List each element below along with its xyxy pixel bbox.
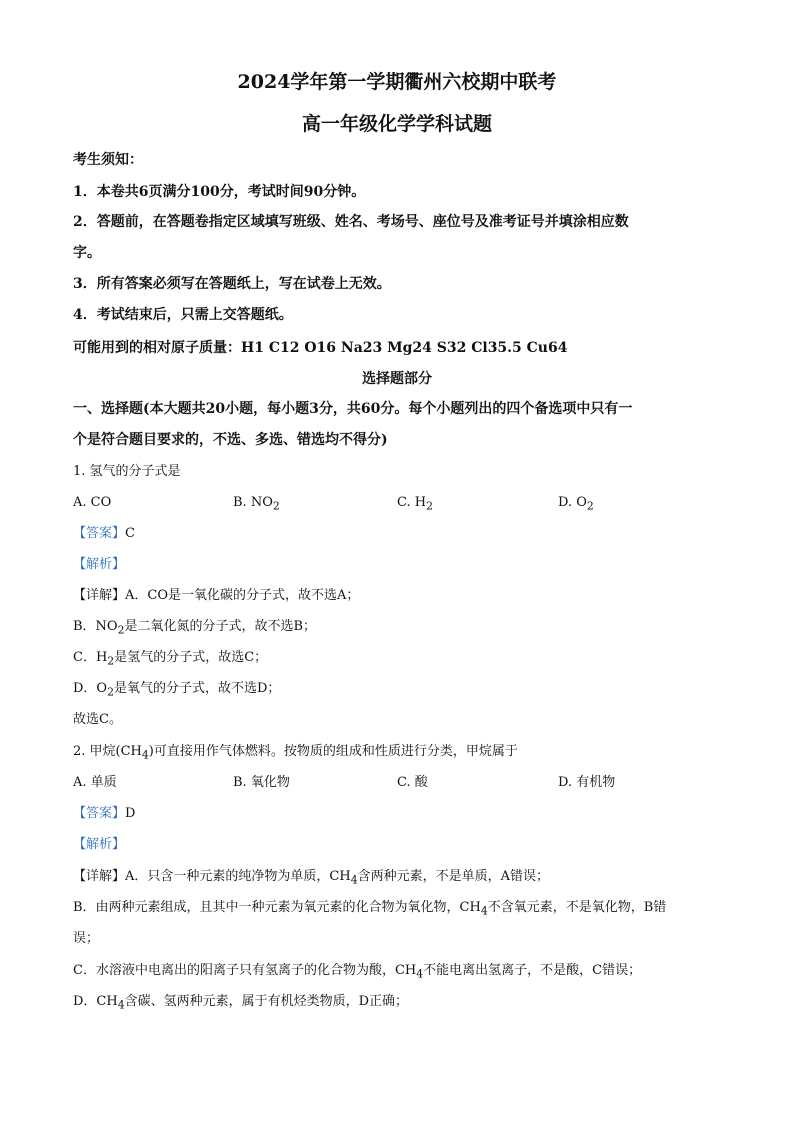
answer-value: C [125,526,135,541]
question-1-detail-line: 故选C。 [73,712,122,727]
question-2-option-b: B. 氧化物 [233,775,290,790]
section-instruction: 个是符合题目要求的，不选、多选、错选均不得分) [73,432,388,448]
question-2-analysis-tag: 【解析】 [73,837,126,852]
notice-heading: 考生须知： [73,152,143,168]
question-2-detail-line: 误； [73,931,100,946]
section-heading: 选择题部分 [362,371,432,387]
question-1-detail-line: B．$NO_2$是二氧化氮的分子式，故不选B； [73,619,317,637]
answer-tag: 【答案】 [73,526,126,541]
exam-title: 2024学年第一学期衢州六校期中联考 [237,71,557,93]
question-1-option-b: B. $NO_2$ [233,495,280,513]
question-1-option-c: C. $H_2$ [397,495,433,513]
exam-subtitle: 高一年级化学学科试题 [301,113,492,135]
question-2-option-c: C. 酸 [397,775,428,790]
question-1-analysis-tag: 【解析】 [73,557,126,572]
notice-item: 4．考试结束后，只需上交答题纸。 [73,307,293,323]
question-2-answer [73,804,135,824]
question-1-option-a: A. CO [73,495,112,510]
notice-item: 1．本卷共6页满分100分，考试时间90分钟。 [73,184,366,200]
answer-tag: 【答案】 [73,806,126,821]
question-1-answer [73,524,135,544]
question-2-option-d: D. 有机物 [558,775,616,790]
question-1-detail-line: C．$H_2$是氢气的分子式，故选C； [73,650,268,668]
notice-item: 3．所有答案必须写在答题纸上，写在试卷上无效。 [73,276,391,292]
question-2-detail-line: 【详解】A．只含一种元素的纯净物为单质，$CH_4$含两种元素，不是单质，A错误； [73,869,549,887]
notice-item: 2．答题前，在答题卷指定区域填写班级、姓名、考场号、座位号及准考证号并填涂相应数 [73,214,629,230]
notice-item: 字。 [73,245,101,261]
question-1-detail-line: 【详解】A．CO是一氧化碳的分子式，故不选A； [73,588,360,603]
answer-value: D [125,806,136,821]
question-1-stem: 1. 氢气的分子式是 [73,464,181,479]
atomic-masses: 可能用到的相对原子质量：H1 C12 O16 Na23 Mg24 S32 Cl35.5 Cu64 [73,340,568,356]
question-2-stem: 2. 甲烷$(CH_4)$可直接用作气体燃料。按物质的组成和性质进行分类，甲烷属于 [73,744,518,762]
section-instruction: 一、选择题(本大题共20小题，每小题3分，共60分。每个小题列出的四个备选项中只有一 [73,401,633,417]
question-2-option-a: A. 单质 [73,775,117,790]
question-2-detail-line: B．由两种元素组成，且其中一种元素为氧元素的化合物为氧化物，$CH_4$不含氧元素，不是氧化物，B错 [73,900,667,918]
question-2-detail-line: C．水溶液中电离出的阳离子只有氢离子的化合物为酸，$CH_4$不能电离出氢离子，不是酸，C错误； [73,963,642,981]
question-2-detail-line: D．$CH_4$含碳、氢两种元素，属于有机烃类物质，D正确； [73,994,409,1012]
question-1-option-d: D. $O_2$ [558,495,594,513]
question-1-detail-line: D．$O_2$是氧气的分子式，故不选D； [73,681,281,699]
